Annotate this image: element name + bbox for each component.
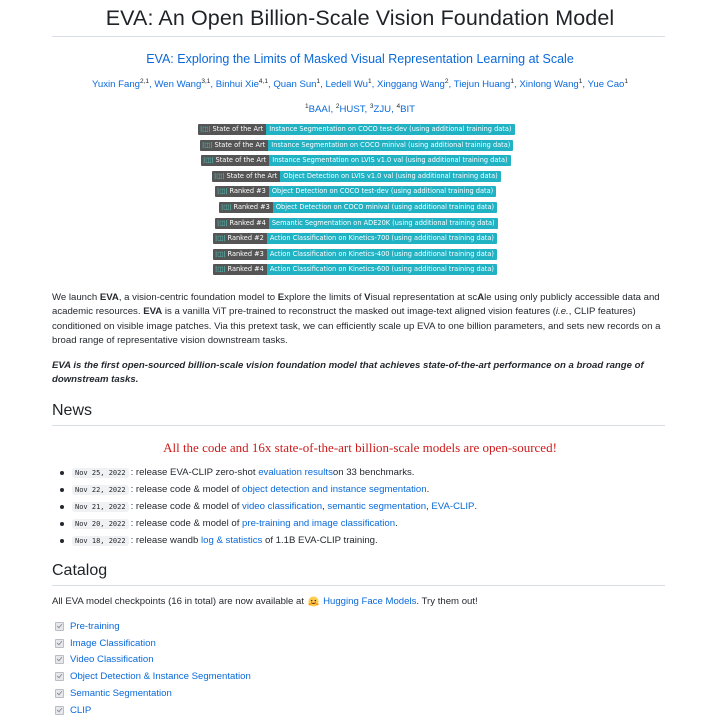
task-item — [55, 652, 251, 669]
checkbox[interactable] — [55, 706, 64, 715]
intro-paragraph: We launch EVA, a vision-centric foundation model to Explore the limits of Visual representation at scAle using only publicly accessible data and academic resources. EVA is a vanilla ViT pre-trained to reconstruct the masked out image-text aligned vision features (i.e., CLIP features) conditioned on visible image patches. Via this pretext task, we can efficiently scale up EVA to one billion parameters, and sets new records on a broad range of representative vision downstream tasks. — [52, 292, 661, 346]
catalog-divider — [52, 585, 665, 586]
news-link[interactable]: video classification — [242, 501, 323, 512]
author-link[interactable]: Wen Wang — [154, 79, 202, 91]
news-date: Nov 22, 2022 — [72, 485, 129, 495]
paperswithcode-icon: |◫| — [214, 171, 225, 180]
paperswithcode-icon: |◫| — [217, 218, 228, 227]
sota-badge[interactable]: |◫| Ranked #3 Object Detection on COCO minival (using additional training data) — [219, 202, 497, 213]
affiliation-link[interactable]: ZJU — [373, 104, 392, 116]
news-link[interactable]: EVA-CLIP — [431, 501, 475, 512]
paperswithcode-icon: |◫| — [215, 249, 226, 258]
checkbox[interactable] — [55, 655, 64, 664]
paperswithcode-icon: |◫| — [202, 140, 213, 149]
paperswithcode-icon: |◫| — [215, 265, 226, 274]
bullet-icon — [60, 488, 64, 492]
paperswithcode-icon: |◫| — [221, 203, 232, 211]
catalog-task-list — [55, 618, 251, 719]
sota-badge[interactable]: |◫| Ranked #4 Semantic Segmentation on ADE20K (using additional training data) — [215, 218, 498, 229]
bullet-icon — [60, 522, 64, 526]
task-link[interactable]: CLIP — [70, 704, 92, 716]
hugging-face-icon — [308, 596, 319, 607]
task-link[interactable]: Semantic Segmentation — [70, 688, 172, 700]
task-item — [55, 702, 251, 719]
news-link[interactable]: evaluation results — [258, 467, 333, 478]
author-link[interactable]: Xinlong Wang — [519, 79, 579, 91]
author-link[interactable]: Binhui Xie — [215, 79, 259, 91]
sota-badge[interactable]: |◫| State of the Art Object Detection on LVIS v1.0 val (using additional training data) — [212, 171, 501, 182]
news-link[interactable]: object detection and instance segmentation — [242, 484, 427, 495]
sota-badge[interactable]: |◫| Ranked #2 Action Classification on Kinetics-700 (using additional training data) — [213, 233, 497, 244]
author-link[interactable]: Yue Cao — [587, 79, 625, 91]
task-link[interactable]: Pre-training — [70, 620, 120, 632]
news-item: Nov 25, 2022 : release EVA-CLIP zero-shot evaluation results on 33 benchmarks. — [60, 464, 680, 481]
sota-badge[interactable]: |◫| State of the Art Instance Segmentation on COCO minival (using additional training data) — [200, 140, 513, 151]
news-item: Nov 20, 2022 : release code & model of pre-training and image classification . — [60, 515, 680, 532]
affiliation-list: $^1$BAAI, $^2$HUST, $^3$ZJU, $^4$BIT — [305, 103, 415, 116]
affiliation-link[interactable]: BAAI — [308, 104, 331, 116]
sota-badge[interactable]: |◫| State of the Art Instance Segmentation on LVIS v1.0 val (using additional training data) — [201, 155, 511, 166]
title-divider — [52, 36, 665, 37]
news-item: Nov 18, 2022 : release wandb log & statistics of 1.1B EVA-CLIP training. — [60, 532, 680, 549]
author-link[interactable]: Quan Sun — [273, 79, 317, 91]
bullet-icon — [60, 505, 64, 509]
catalog-heading: Catalog — [52, 562, 108, 579]
news-date: Nov 25, 2022 — [72, 468, 129, 478]
task-link[interactable]: Image Classification — [70, 637, 156, 649]
news-link[interactable]: pre-training and image classification — [242, 518, 396, 529]
author-link[interactable]: Xinggang Wang — [376, 79, 445, 91]
checkbox[interactable] — [55, 639, 64, 648]
affiliation-link[interactable]: HUST — [339, 104, 365, 116]
news-list — [60, 464, 680, 549]
paperswithcode-icon: |◫| — [215, 234, 226, 243]
news-heading: News — [52, 402, 93, 419]
sota-badge[interactable]: |◫| Ranked #3 Action Classification on Kinetics-400 (using additional training data) — [213, 249, 497, 260]
news-item: Nov 21, 2022 : release code & model of video classification , semantic segmentation , EVA-CLIP . — [60, 498, 680, 515]
affiliation-link[interactable]: BIT — [400, 104, 415, 116]
news-link[interactable]: log & statistics — [200, 535, 263, 546]
paperswithcode-icon: |◫| — [203, 156, 214, 165]
sota-badge[interactable]: |◫| Ranked #4 Action Classification on Kinetics-600 (using additional training data) — [213, 264, 497, 275]
author-link[interactable]: Ledell Wu — [325, 79, 368, 91]
bullet-icon — [60, 471, 64, 475]
task-link[interactable]: Object Detection & Instance Segmentation — [70, 671, 251, 683]
paperswithcode-icon: |◫| — [200, 125, 211, 133]
author-link[interactable]: Tiejun Huang — [453, 79, 511, 91]
task-link[interactable]: Video Classification — [70, 654, 154, 666]
news-item: Nov 22, 2022 : release code & model of object detection and instance segmentation . — [60, 481, 680, 498]
news-date: Nov 18, 2022 — [72, 536, 129, 546]
highlight-statement: EVA is the first open-sourced billion-scale vision foundation model that achieves state-of-the-art performance on a broad range of downstream tasks. — [52, 360, 644, 386]
paper-title-link[interactable]: EVA: Exploring the Limits of Masked Visual Representation Learning at Scale — [146, 52, 574, 66]
news-date: Nov 20, 2022 — [72, 519, 129, 529]
page-title: EVA: An Open Billion-Scale Vision Foundation Model — [105, 6, 615, 30]
checkbox[interactable] — [55, 622, 64, 631]
open-source-announcement: All the code and 16x state-of-the-art billion-scale models are open-sourced! — [163, 440, 557, 455]
author-list: Yuxin Fang$^{2,1}$, Wen Wang$^{3,1}$, Binhui Xie$^{4,1}$, Quan Sun$^1$, Ledell Wu$^1$, Xinggang Wang$^2$, Tiejun Huang$^1$, Xinlong Wang$^1$, Yue Cao$^1$ — [91, 78, 628, 91]
paperswithcode-icon: |◫| — [217, 187, 228, 196]
task-item — [55, 618, 251, 635]
news-date: Nov 21, 2022 — [72, 502, 129, 512]
news-divider — [52, 425, 665, 426]
checkbox[interactable] — [55, 689, 64, 698]
hugging-face-link[interactable]: Hugging Face Models — [323, 596, 417, 607]
sota-badge[interactable]: |◫| State of the Art Instance Segmentation on COCO test-dev (using additional training data) — [198, 124, 515, 135]
task-item — [55, 685, 251, 702]
catalog-intro: All EVA model checkpoints (16 in total) are now available at Hugging Face Models . Try them out! — [52, 596, 478, 607]
sota-badge[interactable]: |◫| Ranked #3 Object Detection on COCO test-dev (using additional training data) — [215, 186, 496, 197]
bullet-icon — [60, 539, 64, 543]
author-link[interactable]: Yuxin Fang — [91, 79, 140, 91]
news-link[interactable]: semantic segmentation — [327, 501, 427, 512]
task-item — [55, 668, 251, 685]
checkbox[interactable] — [55, 672, 64, 681]
task-item — [55, 635, 251, 652]
